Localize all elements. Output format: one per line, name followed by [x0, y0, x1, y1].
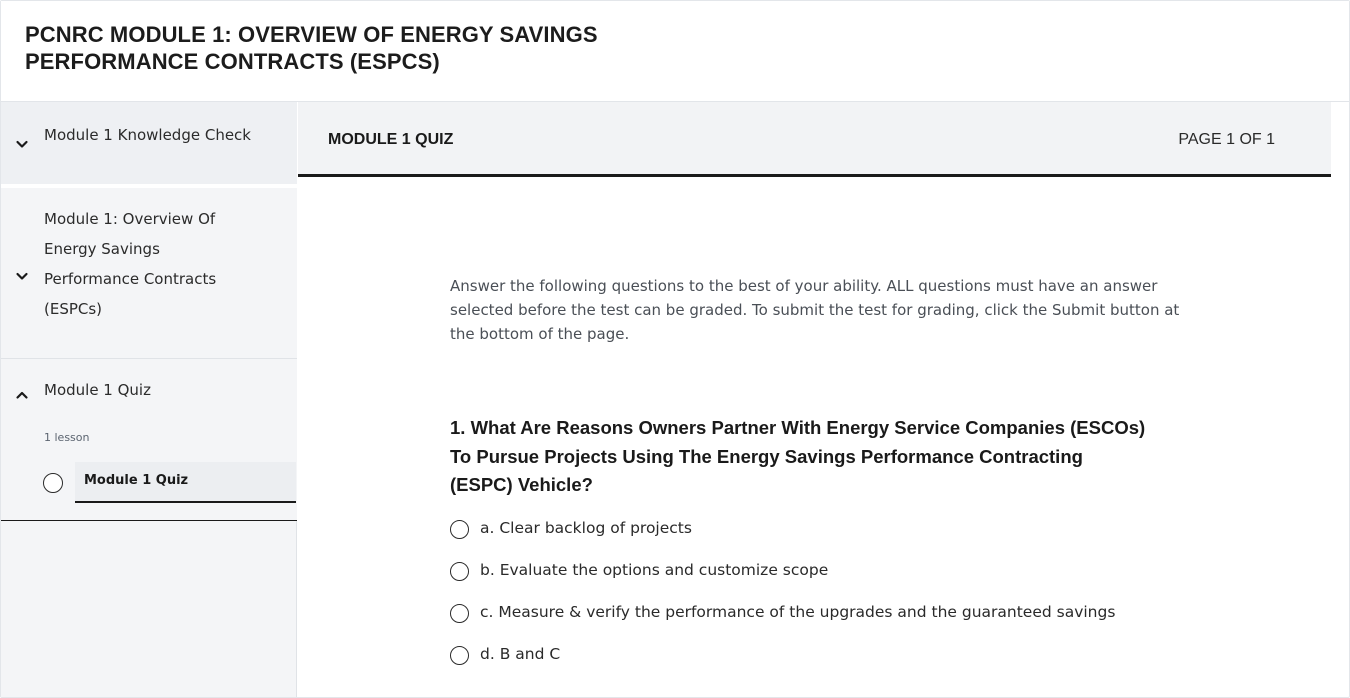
sidebar-section-quiz[interactable]	[1, 359, 297, 521]
sidebar-section-label[interactable]: Module 1 Knowledge Check	[44, 126, 251, 144]
answer-list	[450, 518, 1250, 686]
radio-button[interactable]	[450, 520, 469, 539]
chevron-down-icon[interactable]	[15, 137, 29, 151]
answer-label[interactable]: b. Evaluate the options and customize scope	[480, 561, 829, 579]
lesson-topbar	[298, 102, 1331, 177]
question-text: 1. What Are Reasons Owners Partner With Energy Service Companies (ESCOs) To Pursue Projects Using The Energy Savings Performance Contracting (ESPC) Vehicle?	[450, 417, 1146, 495]
course-header	[1, 1, 1349, 102]
answer-option-a[interactable]	[450, 518, 1250, 560]
answer-label[interactable]: a. Clear backlog of projects	[480, 519, 692, 537]
lesson-label[interactable]: Module 1 Quiz	[84, 473, 189, 488]
lesson-count: 1 lesson	[44, 431, 90, 444]
quiz-instructions: Answer the following questions to the best of your ability. ALL questions must have an answer selected before the test can be graded. To submit the test for grading, click the Submit button at the bottom of the page.	[450, 277, 1180, 343]
page-indicator: PAGE 1 OF 1	[1178, 131, 1275, 148]
sidebar-section-label[interactable]: Module 1 Quiz	[44, 381, 151, 399]
lesson-title: MODULE 1 QUIZ	[328, 131, 454, 148]
radio-button[interactable]	[450, 604, 469, 623]
sidebar-section-label[interactable]: Module 1: Overview Of Energy Savings Performance Contracts (ESPCs)	[44, 210, 217, 318]
answer-option-c[interactable]	[450, 602, 1250, 644]
sidebar-section-knowledge-check[interactable]	[1, 102, 297, 184]
chevron-down-icon[interactable]	[15, 269, 29, 283]
chevron-up-icon[interactable]	[15, 388, 29, 402]
course-sidebar	[1, 102, 297, 697]
lesson-item-module-1-quiz[interactable]	[75, 462, 296, 503]
quiz-content	[298, 178, 1331, 697]
answer-option-b[interactable]	[450, 560, 1250, 602]
lesson-status-icon	[43, 473, 63, 493]
course-title: PCNRC MODULE 1: OVERVIEW OF ENERGY SAVINGS PERFORMANCE CONTRACTS (ESPCS)	[25, 22, 598, 74]
answer-label[interactable]: c. Measure & verify the performance of the upgrades and the guaranteed savings	[480, 603, 1116, 621]
radio-button[interactable]	[450, 562, 469, 581]
answer-label[interactable]: d. B and C	[480, 645, 561, 663]
sidebar-section-overview[interactable]	[1, 184, 297, 359]
answer-option-d[interactable]	[450, 644, 1250, 686]
radio-button[interactable]	[450, 646, 469, 665]
